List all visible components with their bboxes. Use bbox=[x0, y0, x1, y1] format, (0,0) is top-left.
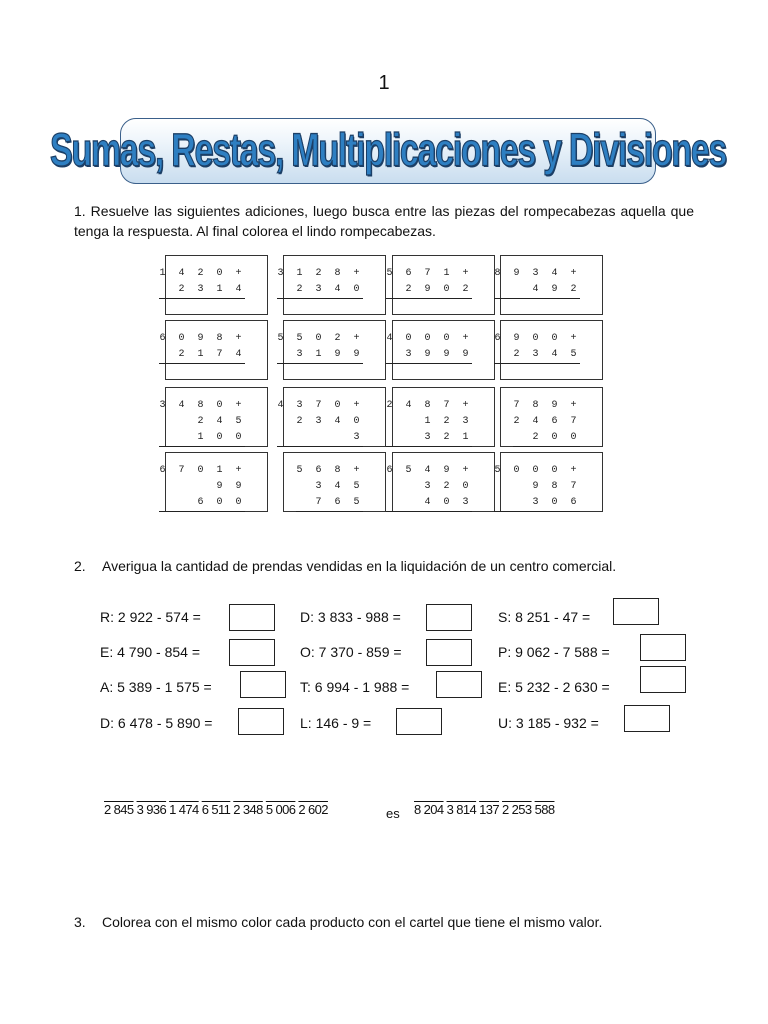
operation-line: 3 0 6 bbox=[494, 495, 580, 512]
answer-box[interactable] bbox=[613, 598, 659, 625]
answer-box[interactable] bbox=[640, 666, 686, 693]
operation-line: 3 9 9 9 bbox=[386, 347, 472, 364]
answer-box[interactable] bbox=[240, 671, 286, 698]
equation-u: U: 3 185 - 932 = bbox=[498, 715, 599, 731]
operation-line: 2 4 8 7 + bbox=[386, 400, 472, 411]
answer-box[interactable] bbox=[396, 708, 442, 735]
es-connector: es bbox=[386, 806, 400, 821]
operation-line: 3 4 8 0 + bbox=[159, 400, 245, 411]
operation-line: 5 6 8 + bbox=[296, 465, 363, 476]
equation-d1: D: 6 478 - 5 890 = bbox=[100, 715, 213, 731]
code-number: 3 814 bbox=[446, 802, 477, 817]
answer-box[interactable] bbox=[436, 671, 482, 698]
puzzle-piece bbox=[159, 452, 268, 512]
operation-line: 2 4 6 7 bbox=[513, 416, 580, 427]
code-number: 1 474 bbox=[169, 802, 199, 817]
operation-line: 1 4 2 0 + bbox=[159, 268, 245, 279]
operation-line: 2 3 4 5 bbox=[494, 347, 580, 364]
exercise-3-instructions: Colorea con el mismo color cada producto con el cartel que tiene el mismo valor. bbox=[102, 914, 603, 930]
puzzle-piece bbox=[159, 387, 268, 447]
equation-e2: E: 5 232 - 2 630 = bbox=[498, 679, 610, 695]
operation-line: 3 2 1 bbox=[386, 430, 472, 447]
code-number: 5 006 bbox=[265, 802, 296, 817]
operation-line: 6 5 4 9 + bbox=[386, 465, 472, 476]
page-number: 1 bbox=[378, 72, 390, 94]
exercise-2-number: 2. bbox=[74, 558, 86, 574]
answer-box[interactable] bbox=[229, 639, 275, 666]
puzzle-piece bbox=[386, 320, 495, 380]
code-number: 588 bbox=[534, 802, 555, 817]
equation-t: T: 6 994 - 1 988 = bbox=[300, 679, 410, 695]
puzzle-piece bbox=[277, 320, 386, 380]
operation-line: 5 5 0 2 + bbox=[277, 333, 363, 344]
equation-s: S: 8 251 - 47 = bbox=[498, 609, 591, 625]
puzzle-piece bbox=[494, 320, 603, 380]
operation-line: 5 6 7 1 + bbox=[386, 268, 472, 279]
code-sequence-right bbox=[414, 802, 554, 817]
equation-e1: E: 4 790 - 854 = bbox=[100, 644, 201, 660]
operation-line: 8 9 3 4 + bbox=[494, 268, 580, 279]
operation-line: 1 0 0 bbox=[159, 430, 245, 447]
puzzle-piece bbox=[386, 255, 495, 315]
answer-box[interactable] bbox=[238, 708, 284, 735]
operation-line: 6 0 9 8 + bbox=[159, 333, 245, 344]
operation-line: 7 6 5 bbox=[296, 495, 363, 512]
puzzle-piece bbox=[159, 320, 268, 380]
puzzle-piece bbox=[386, 452, 495, 512]
code-number: 3 936 bbox=[136, 802, 167, 817]
operation-line: 3 1 9 9 bbox=[277, 347, 363, 364]
operation-line: 4 0 3 bbox=[386, 495, 472, 512]
operation-line: 5 0 0 0 + bbox=[494, 465, 580, 476]
operation-line: 9 9 bbox=[216, 481, 245, 492]
equation-a: A: 5 389 - 1 575 = bbox=[100, 679, 212, 695]
puzzle-piece bbox=[159, 255, 268, 315]
answer-box[interactable] bbox=[426, 639, 472, 666]
operation-line: 2 4 5 bbox=[197, 416, 245, 427]
answer-box[interactable] bbox=[640, 634, 686, 661]
code-sequence-left bbox=[104, 802, 328, 817]
operation-line: 4 9 2 bbox=[494, 282, 580, 299]
operation-line: 2 0 0 bbox=[513, 430, 580, 447]
operation-line: 6 9 0 0 + bbox=[494, 333, 580, 344]
title-banner bbox=[50, 118, 726, 184]
operation-line: 9 8 7 bbox=[532, 481, 580, 492]
operation-line: 2 3 1 4 bbox=[159, 282, 245, 299]
exercise-3-number: 3. bbox=[74, 914, 86, 930]
operation-line: 4 3 7 0 + bbox=[277, 400, 363, 411]
operation-line: 2 3 4 0 bbox=[296, 416, 363, 427]
equation-r: R: 2 922 - 574 = bbox=[100, 609, 201, 625]
puzzle-piece bbox=[500, 387, 603, 447]
exercise-2-instructions: Averigua la cantidad de prendas vendidas en la liquidación de un centro comercial. bbox=[102, 558, 617, 574]
operation-line: 3 2 0 bbox=[424, 481, 472, 492]
operation-line: 6 7 0 1 + bbox=[159, 465, 245, 476]
answer-box[interactable] bbox=[426, 604, 472, 631]
puzzle-piece bbox=[277, 255, 386, 315]
operation-line: 2 3 4 0 bbox=[277, 282, 363, 299]
code-number: 2 348 bbox=[233, 802, 263, 817]
operation-line: 3 1 2 8 + bbox=[277, 268, 363, 279]
equation-o: O: 7 370 - 859 = bbox=[300, 644, 402, 660]
code-number: 6 511 bbox=[201, 802, 231, 817]
code-number: 8 204 bbox=[414, 802, 444, 817]
operation-line: 1 2 3 bbox=[424, 416, 472, 427]
code-number: 2 253 bbox=[502, 802, 532, 817]
equation-d2: D: 3 833 - 988 = bbox=[300, 609, 401, 625]
code-number: 2 602 bbox=[298, 802, 328, 817]
operation-line: 4 0 0 0 + bbox=[386, 333, 472, 344]
puzzle-piece bbox=[277, 387, 386, 447]
operation-line: 6 0 0 bbox=[159, 495, 245, 512]
equation-p: P: 9 062 - 7 588 = bbox=[498, 644, 610, 660]
exercise-1-instructions: 1. Resuelve las siguientes adiciones, luego busca entre las piezas del rompecabezas aquella que tenga la respuesta. Al final colorea el lindo rompecabezas. bbox=[74, 203, 694, 239]
answer-box[interactable] bbox=[229, 604, 275, 631]
operation-line: 2 9 0 2 bbox=[386, 282, 472, 299]
code-number: 137 bbox=[479, 802, 500, 817]
equation-l: L: 146 - 9 = bbox=[300, 715, 372, 731]
puzzle-piece bbox=[494, 452, 603, 512]
code-number: 2 845 bbox=[104, 802, 134, 817]
answer-box[interactable] bbox=[624, 705, 670, 732]
puzzle-piece bbox=[283, 452, 386, 512]
puzzle-piece bbox=[386, 387, 495, 447]
puzzle-piece bbox=[494, 255, 603, 315]
page-title: Sumas, Restas, Multiplicaciones y Divisiones bbox=[50, 124, 726, 176]
operation-line: 3 bbox=[277, 430, 363, 447]
operation-line: 2 1 7 4 bbox=[159, 347, 245, 364]
operation-line: 7 8 9 + bbox=[513, 400, 580, 411]
operation-line: 3 4 5 bbox=[315, 481, 363, 492]
